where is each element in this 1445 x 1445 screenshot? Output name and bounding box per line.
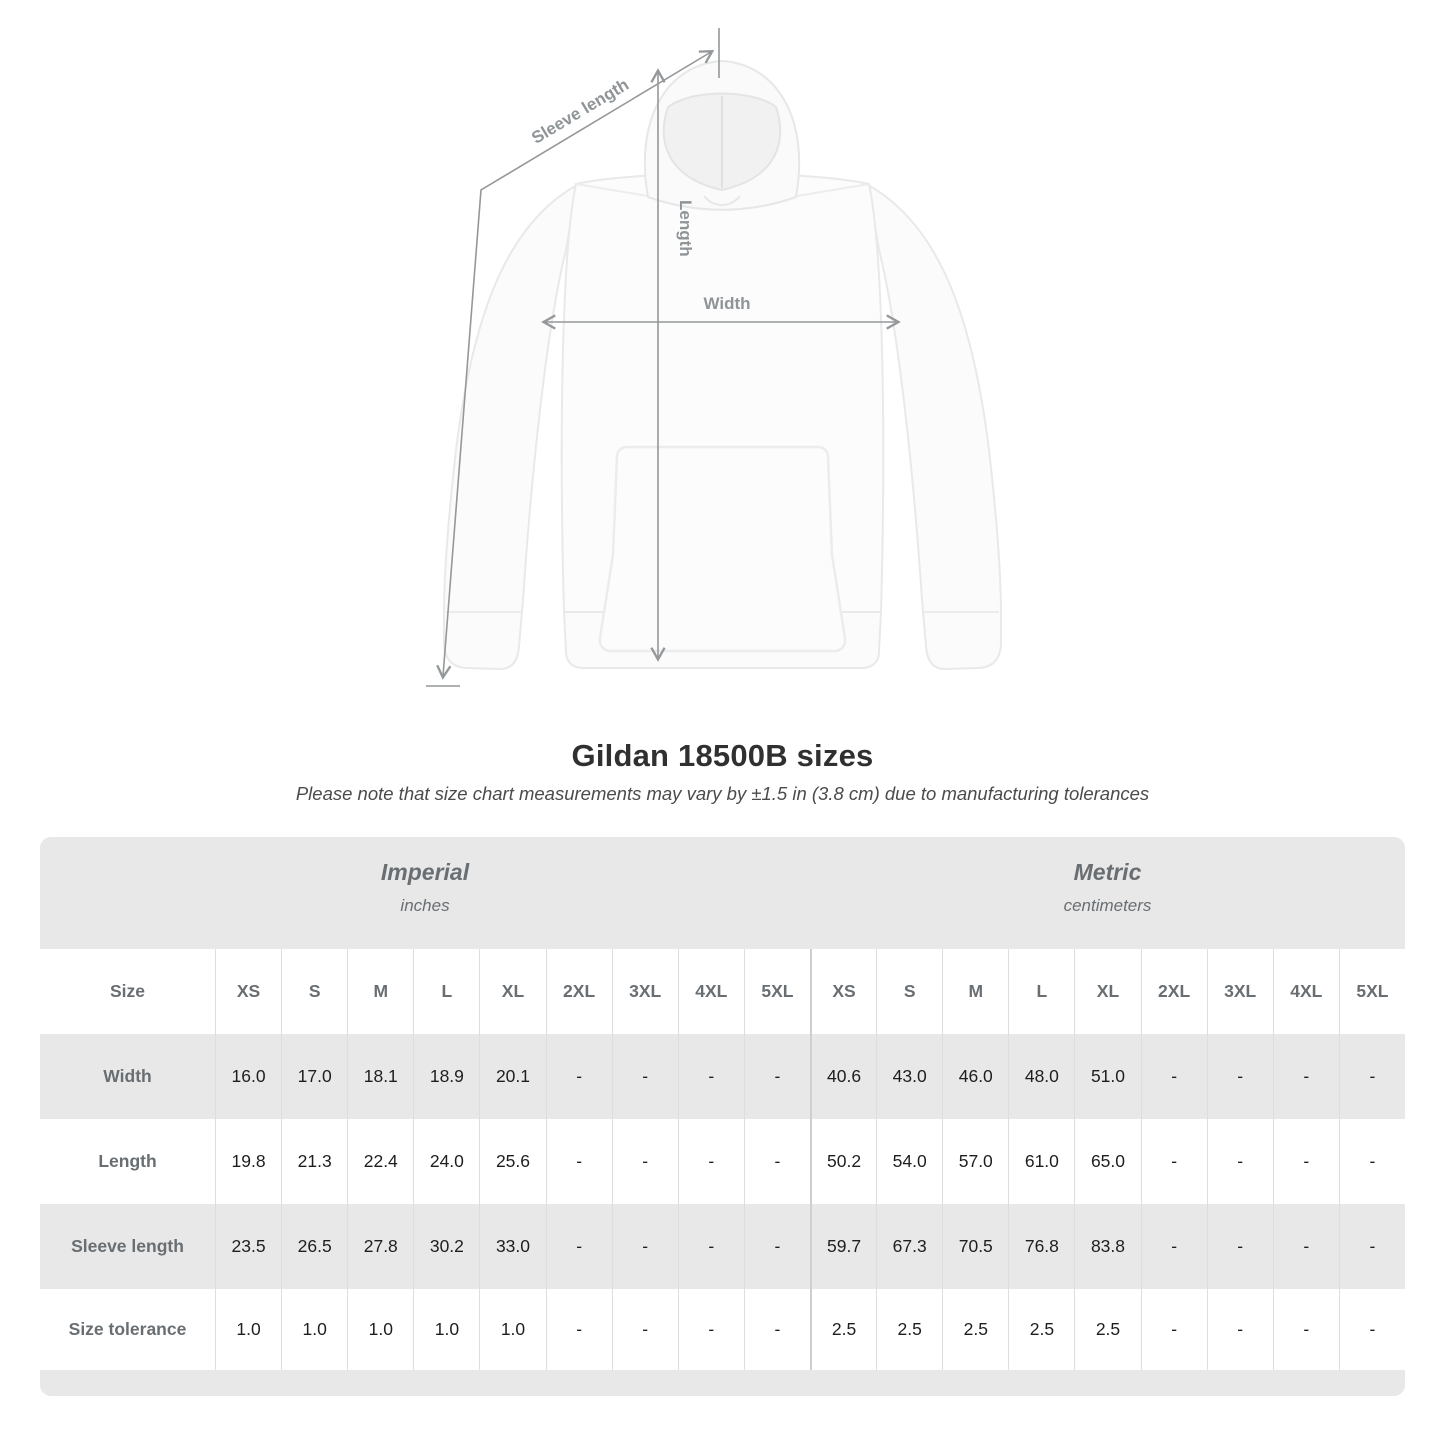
metric-value-cell: - [1339, 1204, 1405, 1289]
metric-value-cell: 2.5 [1008, 1289, 1074, 1370]
metric-value-cell: 67.3 [876, 1204, 942, 1289]
imperial-value-cell: 30.2 [413, 1204, 479, 1289]
metric-value-cell: 43.0 [876, 1034, 942, 1119]
unit-header-band [40, 837, 1405, 949]
metric-value-cell: 50.2 [810, 1119, 876, 1204]
imperial-value-cell: 27.8 [347, 1204, 413, 1289]
imperial-value-cell: 18.1 [347, 1034, 413, 1119]
metric-size-header: XS [810, 949, 876, 1034]
metric-value-cell: 61.0 [1008, 1119, 1074, 1204]
metric-value-cell: - [1141, 1034, 1207, 1119]
imperial-value-cell: - [744, 1204, 810, 1289]
row-label: Size tolerance [68, 1319, 187, 1339]
size-header-label: Size [109, 981, 146, 1001]
imperial-value-cell: - [744, 1289, 810, 1370]
size-header-row [40, 949, 1405, 1034]
metric-value-cell: - [1273, 1289, 1339, 1370]
imperial-value-cell: 1.0 [281, 1289, 347, 1370]
imperial-value-cell: 1.0 [347, 1289, 413, 1370]
metric-value-cell: - [1141, 1119, 1207, 1204]
metric-size-header: L [1008, 949, 1074, 1034]
table-row [40, 1119, 1405, 1204]
metric-value-cell: - [1339, 1289, 1405, 1370]
width-label: Width [703, 294, 751, 313]
imperial-value-cell: - [612, 1034, 678, 1119]
imperial-size-header: 3XL [612, 949, 678, 1034]
imperial-size-header: 4XL [678, 949, 744, 1034]
row-label: Sleeve length [71, 1236, 184, 1256]
metric-size-header: XL [1074, 949, 1140, 1034]
metric-size-header: 3XL [1207, 949, 1273, 1034]
imperial-unit: inches [400, 896, 450, 915]
imperial-value-cell: - [678, 1119, 744, 1204]
metric-value-cell: - [1339, 1119, 1405, 1204]
imperial-value-cell: 16.0 [215, 1034, 281, 1119]
imperial-value-cell: - [546, 1034, 612, 1119]
metric-value-cell: 54.0 [876, 1119, 942, 1204]
metric-unit: centimeters [1063, 896, 1152, 915]
imperial-size-header: XL [479, 949, 545, 1034]
metric-value-cell: 2.5 [876, 1289, 942, 1370]
metric-value-cell: - [1141, 1204, 1207, 1289]
imperial-value-cell: - [678, 1289, 744, 1370]
hoodie-image [444, 61, 1001, 669]
page-title: Gildan 18500B sizes [571, 738, 874, 773]
imperial-value-cell: 18.9 [413, 1034, 479, 1119]
imperial-value-cell: 26.5 [281, 1204, 347, 1289]
metric-size-header: 2XL [1141, 949, 1207, 1034]
imperial-value-cell: 33.0 [479, 1204, 545, 1289]
length-label: Length [676, 200, 695, 257]
metric-value-cell: 40.6 [810, 1034, 876, 1119]
table-footer-band [40, 1370, 1405, 1396]
metric-value-cell: 59.7 [810, 1204, 876, 1289]
metric-value-cell: 65.0 [1074, 1119, 1140, 1204]
imperial-value-cell: 24.0 [413, 1119, 479, 1204]
metric-value-cell: 2.5 [942, 1289, 1008, 1370]
row-label: Length [98, 1151, 157, 1171]
row-label: Width [103, 1066, 152, 1086]
metric-value-cell: 51.0 [1074, 1034, 1140, 1119]
imperial-value-cell: - [612, 1289, 678, 1370]
size-table-rows [40, 949, 1405, 1370]
imperial-value-cell: 19.8 [215, 1119, 281, 1204]
metric-value-cell: 83.8 [1074, 1204, 1140, 1289]
imperial-value-cell: - [546, 1119, 612, 1204]
table-row [40, 1034, 1405, 1119]
size-table [40, 837, 1405, 1396]
metric-value-cell: - [1273, 1119, 1339, 1204]
tolerance-note: Please note that size chart measurements may vary by ±1.5 in (3.8 cm) due to manufacturing tolerances [295, 783, 1150, 804]
imperial-title: Imperial [380, 859, 470, 885]
imperial-value-cell: - [546, 1289, 612, 1370]
imperial-size-header: XS [215, 949, 281, 1034]
imperial-section-header [40, 837, 810, 949]
imperial-value-cell: 21.3 [281, 1119, 347, 1204]
table-row [40, 1289, 1405, 1370]
metric-value-cell: - [1207, 1119, 1273, 1204]
metric-value-cell: - [1207, 1204, 1273, 1289]
imperial-value-cell: - [678, 1204, 744, 1289]
metric-value-cell: - [1339, 1034, 1405, 1119]
imperial-size-header: L [413, 949, 479, 1034]
metric-title: Metric [1073, 859, 1142, 885]
imperial-value-cell: 22.4 [347, 1119, 413, 1204]
imperial-value-cell: - [612, 1119, 678, 1204]
metric-value-cell: 70.5 [942, 1204, 1008, 1289]
metric-value-cell: 2.5 [810, 1289, 876, 1370]
metric-value-cell: 46.0 [942, 1034, 1008, 1119]
metric-size-header: 4XL [1273, 949, 1339, 1034]
metric-value-cell: - [1141, 1289, 1207, 1370]
sleeve-length-label: Sleeve length [528, 74, 633, 148]
imperial-size-header: 5XL [744, 949, 810, 1034]
imperial-value-cell: 1.0 [479, 1289, 545, 1370]
metric-size-header: M [942, 949, 1008, 1034]
imperial-value-cell: 20.1 [479, 1034, 545, 1119]
imperial-size-header: M [347, 949, 413, 1034]
metric-section-header [810, 837, 1405, 949]
metric-value-cell: - [1273, 1204, 1339, 1289]
imperial-value-cell: - [678, 1034, 744, 1119]
imperial-value-cell: 25.6 [479, 1119, 545, 1204]
imperial-value-cell: 23.5 [215, 1204, 281, 1289]
imperial-value-cell: - [612, 1204, 678, 1289]
metric-value-cell: 57.0 [942, 1119, 1008, 1204]
metric-value-cell: 48.0 [1008, 1034, 1074, 1119]
metric-value-cell: - [1273, 1034, 1339, 1119]
metric-size-header: 5XL [1339, 949, 1405, 1034]
imperial-size-header: S [281, 949, 347, 1034]
metric-value-cell: - [1207, 1289, 1273, 1370]
imperial-value-cell: - [744, 1119, 810, 1204]
imperial-size-header: 2XL [546, 949, 612, 1034]
imperial-value-cell: 1.0 [215, 1289, 281, 1370]
metric-value-cell: 2.5 [1074, 1289, 1140, 1370]
metric-size-header: S [876, 949, 942, 1034]
imperial-value-cell: - [744, 1034, 810, 1119]
imperial-value-cell: - [546, 1204, 612, 1289]
metric-value-cell: 76.8 [1008, 1204, 1074, 1289]
imperial-value-cell: 1.0 [413, 1289, 479, 1370]
metric-value-cell: - [1207, 1034, 1273, 1119]
table-row [40, 1204, 1405, 1289]
imperial-value-cell: 17.0 [281, 1034, 347, 1119]
